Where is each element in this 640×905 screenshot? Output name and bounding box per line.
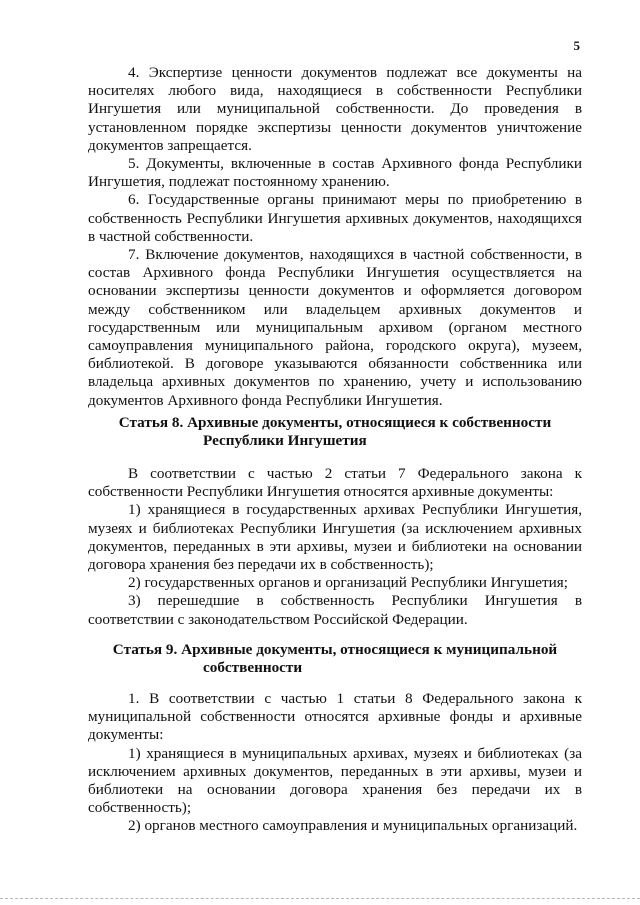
paragraph: 2) органов местного самоуправления и муниципальных организаций. [128, 817, 578, 835]
paragraph: 3) перешедшие в собственность Республики Ингушетия в соответствии с законодательством Российской Федерации. [88, 592, 582, 628]
article-9-heading [88, 641, 582, 677]
article-7-continuation [88, 64, 582, 410]
paragraph: 4. Экспертизе ценности документов подлежат все документы на носителях любого вида, находящиеся в собственности Республики Ингушетия или муниципальной собственности. До проведения в установленном порядке экспертизы ценности документов уничтожение документов запрещается. [88, 64, 582, 154]
article-9-body [88, 690, 582, 836]
article-8-heading-line2: Республики Ингушетия [203, 432, 367, 449]
paragraph: 1) хранящиеся в муниципальных архивах, музеях и библиотеках (за исключением архивных документов, переданных в эти архивы, музеи и библиотеки на основании договора хранения без передачи их в собственность); [88, 744, 582, 817]
paragraph: 5. Документы, включенные в состав Архивного фонда Республики Ингушетия, подлежат постоянному хранению. [88, 155, 582, 191]
paragraph: 7. Включение документов, находящихся в частной собственности, в состав Архивного фонда Республики Ингушетия осуществляется на основании экспертизы ценности документов и оформляется договором между собственником или владельцем архивных документов и государственным или муниципальным архивом (органом местного самоуправления муниципального района, городского округа), музеем, библиотекой. В договоре указываются обязанности собственника или владельца архивных документов по хранению, учету и использованию документов Архивного фонда Республики Ингушетия. [88, 246, 582, 409]
paragraph: 1. В соответствии с частью 1 статьи 8 Федерального закона к муниципальной собственности относятся архивные фонды и архивные документы: [88, 690, 582, 744]
paragraph: 6. Государственные органы принимают меры по приобретению в собственность Республики Ингушетия архивных документов, находящихся в частной собственности. [88, 191, 582, 245]
paragraph: 2) государственных органов и организаций Республики Ингушетия; [128, 574, 568, 592]
paragraph: В соответствии с частью 2 статьи 7 Федерального закона к собственности Республики Ингушетия относятся архивные документы: [88, 465, 582, 501]
article-9-heading-line2: собственности [203, 659, 303, 676]
paragraph: 1) хранящиеся в государственных архивах Республики Ингушетия, музеях и библиотеках Республики Ингушетия (за исключением архивных документов, переданных в эти архивы, музеи и библиотеки на основании договора хранения без передачи их в собственность); [88, 501, 582, 574]
page-number: 5 [573, 38, 580, 53]
article-8-body [88, 465, 582, 629]
article-8-heading-line1: Статья 8. Архивные документы, относящиеся к собственности [118, 414, 552, 431]
article-8-heading [88, 414, 582, 450]
article-9-heading-line1: Статья 9. Архивные документы, относящиеся к муниципальной [112, 641, 558, 658]
scan-edge-line [0, 897, 640, 899]
